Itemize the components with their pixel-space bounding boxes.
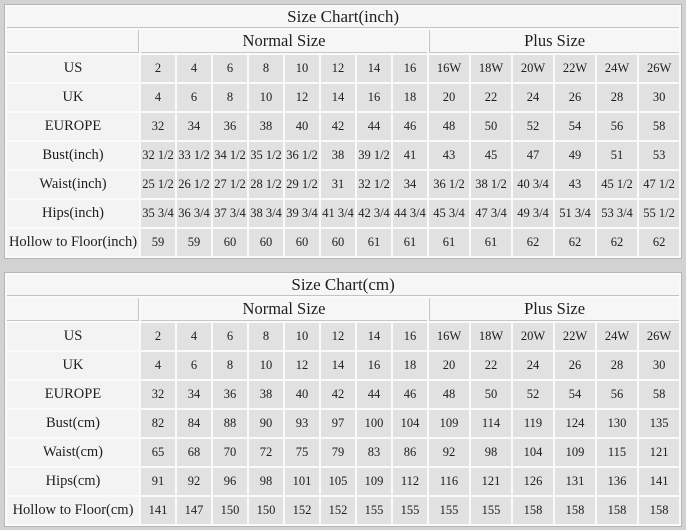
row-label: Hollow to Floor(cm) <box>7 497 139 524</box>
value-cell: 126 <box>513 468 553 495</box>
value-cell: 45 3/4 <box>429 200 469 227</box>
value-cell: 38 1/2 <box>471 171 511 198</box>
value-cell: 36 1/2 <box>285 142 319 169</box>
value-cell: 22 <box>471 84 511 111</box>
row-label: Hips(cm) <box>7 468 139 495</box>
value-cell: 105 <box>321 468 355 495</box>
value-cell: 109 <box>357 468 391 495</box>
value-cell: 38 3/4 <box>249 200 283 227</box>
value-cell: 38 <box>249 113 283 140</box>
value-cell: 58 <box>639 381 679 408</box>
value-cell: 18W <box>471 55 511 82</box>
value-cell: 152 <box>321 497 355 524</box>
value-cell: 2 <box>141 55 175 82</box>
table-row <box>7 84 679 111</box>
value-cell: 53 3/4 <box>597 200 637 227</box>
value-cell: 38 <box>249 381 283 408</box>
value-cell: 16W <box>429 323 469 350</box>
value-cell: 10 <box>285 323 319 350</box>
value-cell: 35 1/2 <box>249 142 283 169</box>
table-row <box>7 142 679 169</box>
value-cell: 36 1/2 <box>429 171 469 198</box>
value-cell: 20 <box>429 84 469 111</box>
value-cell: 28 <box>597 352 637 379</box>
value-cell: 44 <box>357 113 391 140</box>
value-cell: 14 <box>321 352 355 379</box>
size-chart-inch-table <box>4 4 682 259</box>
value-cell: 46 <box>393 113 427 140</box>
value-cell: 22W <box>555 323 595 350</box>
value-cell: 49 3/4 <box>513 200 553 227</box>
value-cell: 60 <box>321 229 355 256</box>
plus-size-header: Plus Size <box>429 30 679 53</box>
row-label: US <box>7 323 139 350</box>
value-cell: 40 <box>285 381 319 408</box>
value-cell: 72 <box>249 439 283 466</box>
value-cell: 147 <box>177 497 211 524</box>
value-cell: 52 <box>513 113 553 140</box>
table-row <box>7 468 679 495</box>
value-cell: 42 <box>321 381 355 408</box>
value-cell: 32 1/2 <box>357 171 391 198</box>
value-cell: 59 <box>141 229 175 256</box>
value-cell: 158 <box>555 497 595 524</box>
value-cell: 10 <box>249 352 283 379</box>
value-cell: 34 <box>177 381 211 408</box>
value-cell: 39 1/2 <box>357 142 391 169</box>
value-cell: 86 <box>393 439 427 466</box>
value-cell: 14 <box>357 55 391 82</box>
table-row <box>7 323 679 350</box>
plus-size-header: Plus Size <box>429 298 679 321</box>
value-cell: 43 <box>555 171 595 198</box>
value-cell: 58 <box>639 113 679 140</box>
table-title-row <box>7 7 679 28</box>
value-cell: 34 <box>177 113 211 140</box>
value-cell: 24W <box>597 323 637 350</box>
value-cell: 18 <box>393 352 427 379</box>
value-cell: 43 <box>429 142 469 169</box>
value-cell: 22 <box>471 352 511 379</box>
value-cell: 10 <box>285 55 319 82</box>
value-cell: 79 <box>321 439 355 466</box>
value-cell: 16 <box>357 84 391 111</box>
table-row <box>7 113 679 140</box>
value-cell: 36 3/4 <box>177 200 211 227</box>
value-cell: 155 <box>393 497 427 524</box>
value-cell: 62 <box>555 229 595 256</box>
value-cell: 61 <box>393 229 427 256</box>
value-cell: 47 <box>513 142 553 169</box>
value-cell: 34 <box>393 171 427 198</box>
row-label: Bust(inch) <box>7 142 139 169</box>
value-cell: 47 3/4 <box>471 200 511 227</box>
value-cell: 36 <box>213 113 247 140</box>
value-cell: 10 <box>249 84 283 111</box>
value-cell: 54 <box>555 113 595 140</box>
value-cell: 44 <box>357 381 391 408</box>
row-label: UK <box>7 84 139 111</box>
value-cell: 141 <box>639 468 679 495</box>
value-cell: 52 <box>513 381 553 408</box>
corner-cell <box>7 30 139 53</box>
value-cell: 14 <box>321 84 355 111</box>
value-cell: 51 <box>597 142 637 169</box>
value-cell: 32 <box>141 113 175 140</box>
value-cell: 90 <box>249 410 283 437</box>
value-cell: 8 <box>249 55 283 82</box>
value-cell: 24 <box>513 352 553 379</box>
value-cell: 4 <box>177 55 211 82</box>
value-cell: 6 <box>213 323 247 350</box>
value-cell: 16 <box>393 323 427 350</box>
value-cell: 24 <box>513 84 553 111</box>
row-label: EUROPE <box>7 113 139 140</box>
value-cell: 155 <box>357 497 391 524</box>
value-cell: 30 <box>639 352 679 379</box>
value-cell: 16 <box>393 55 427 82</box>
value-cell: 121 <box>639 439 679 466</box>
value-cell: 41 3/4 <box>321 200 355 227</box>
value-cell: 16W <box>429 55 469 82</box>
value-cell: 16 <box>357 352 391 379</box>
value-cell: 59 <box>177 229 211 256</box>
value-cell: 82 <box>141 410 175 437</box>
value-cell: 42 3/4 <box>357 200 391 227</box>
value-cell: 104 <box>393 410 427 437</box>
value-cell: 130 <box>597 410 637 437</box>
value-cell: 18 <box>393 84 427 111</box>
normal-size-header: Normal Size <box>141 298 427 321</box>
row-label: Waist(cm) <box>7 439 139 466</box>
column-group-header-row <box>7 298 679 321</box>
value-cell: 20 <box>429 352 469 379</box>
value-cell: 26 <box>555 84 595 111</box>
value-cell: 56 <box>597 113 637 140</box>
value-cell: 20W <box>513 55 553 82</box>
value-cell: 61 <box>357 229 391 256</box>
value-cell: 97 <box>321 410 355 437</box>
value-cell: 2 <box>141 323 175 350</box>
value-cell: 88 <box>213 410 247 437</box>
value-cell: 61 <box>429 229 469 256</box>
value-cell: 101 <box>285 468 319 495</box>
table-title: Size Chart(inch) <box>7 7 679 28</box>
table-row <box>7 497 679 524</box>
value-cell: 45 1/2 <box>597 171 637 198</box>
value-cell: 121 <box>471 468 511 495</box>
value-cell: 98 <box>249 468 283 495</box>
value-cell: 61 <box>471 229 511 256</box>
value-cell: 36 <box>213 381 247 408</box>
value-cell: 35 3/4 <box>141 200 175 227</box>
value-cell: 70 <box>213 439 247 466</box>
value-cell: 32 <box>141 381 175 408</box>
value-cell: 20W <box>513 323 553 350</box>
value-cell: 34 1/2 <box>213 142 247 169</box>
value-cell: 6 <box>177 84 211 111</box>
value-cell: 12 <box>321 323 355 350</box>
value-cell: 100 <box>357 410 391 437</box>
table-row <box>7 171 679 198</box>
value-cell: 49 <box>555 142 595 169</box>
value-cell: 150 <box>249 497 283 524</box>
value-cell: 28 <box>597 84 637 111</box>
value-cell: 54 <box>555 381 595 408</box>
value-cell: 26W <box>639 323 679 350</box>
value-cell: 37 3/4 <box>213 200 247 227</box>
value-cell: 68 <box>177 439 211 466</box>
value-cell: 44 3/4 <box>393 200 427 227</box>
value-cell: 40 <box>285 113 319 140</box>
value-cell: 46 <box>393 381 427 408</box>
value-cell: 24W <box>597 55 637 82</box>
value-cell: 158 <box>639 497 679 524</box>
value-cell: 8 <box>213 352 247 379</box>
value-cell: 45 <box>471 142 511 169</box>
table-row <box>7 200 679 227</box>
value-cell: 109 <box>429 410 469 437</box>
value-cell: 4 <box>141 352 175 379</box>
value-cell: 62 <box>639 229 679 256</box>
value-cell: 8 <box>213 84 247 111</box>
value-cell: 42 <box>321 113 355 140</box>
value-cell: 155 <box>471 497 511 524</box>
row-label: Hips(inch) <box>7 200 139 227</box>
value-cell: 8 <box>249 323 283 350</box>
value-cell: 62 <box>513 229 553 256</box>
value-cell: 47 1/2 <box>639 171 679 198</box>
value-cell: 27 1/2 <box>213 171 247 198</box>
value-cell: 152 <box>285 497 319 524</box>
value-cell: 12 <box>321 55 355 82</box>
table-row <box>7 381 679 408</box>
value-cell: 48 <box>429 381 469 408</box>
value-cell: 98 <box>471 439 511 466</box>
value-cell: 30 <box>639 84 679 111</box>
row-label: UK <box>7 352 139 379</box>
table-row <box>7 439 679 466</box>
value-cell: 31 <box>321 171 355 198</box>
value-cell: 33 1/2 <box>177 142 211 169</box>
value-cell: 38 <box>321 142 355 169</box>
value-cell: 96 <box>213 468 247 495</box>
value-cell: 155 <box>429 497 469 524</box>
value-cell: 60 <box>285 229 319 256</box>
value-cell: 124 <box>555 410 595 437</box>
value-cell: 41 <box>393 142 427 169</box>
value-cell: 25 1/2 <box>141 171 175 198</box>
value-cell: 55 1/2 <box>639 200 679 227</box>
value-cell: 119 <box>513 410 553 437</box>
value-cell: 14 <box>357 323 391 350</box>
value-cell: 62 <box>597 229 637 256</box>
table-row <box>7 55 679 82</box>
value-cell: 56 <box>597 381 637 408</box>
value-cell: 26W <box>639 55 679 82</box>
value-cell: 39 3/4 <box>285 200 319 227</box>
value-cell: 112 <box>393 468 427 495</box>
value-cell: 136 <box>597 468 637 495</box>
value-cell: 29 1/2 <box>285 171 319 198</box>
table-title: Size Chart(cm) <box>7 275 679 296</box>
row-label: EUROPE <box>7 381 139 408</box>
value-cell: 53 <box>639 142 679 169</box>
value-cell: 6 <box>213 55 247 82</box>
corner-cell <box>7 298 139 321</box>
value-cell: 28 1/2 <box>249 171 283 198</box>
value-cell: 141 <box>141 497 175 524</box>
value-cell: 4 <box>177 323 211 350</box>
value-cell: 60 <box>213 229 247 256</box>
row-label: Waist(inch) <box>7 171 139 198</box>
normal-size-header: Normal Size <box>141 30 427 53</box>
value-cell: 22W <box>555 55 595 82</box>
value-cell: 115 <box>597 439 637 466</box>
value-cell: 32 1/2 <box>141 142 175 169</box>
table-row <box>7 229 679 256</box>
column-group-header-row <box>7 30 679 53</box>
value-cell: 84 <box>177 410 211 437</box>
value-cell: 18W <box>471 323 511 350</box>
row-label: US <box>7 55 139 82</box>
value-cell: 92 <box>177 468 211 495</box>
table-row <box>7 410 679 437</box>
value-cell: 65 <box>141 439 175 466</box>
table-title-row <box>7 275 679 296</box>
value-cell: 50 <box>471 113 511 140</box>
value-cell: 12 <box>285 84 319 111</box>
table-row <box>7 352 679 379</box>
value-cell: 83 <box>357 439 391 466</box>
value-cell: 116 <box>429 468 469 495</box>
size-chart-cm-table <box>4 272 682 527</box>
value-cell: 4 <box>141 84 175 111</box>
value-cell: 109 <box>555 439 595 466</box>
value-cell: 92 <box>429 439 469 466</box>
value-cell: 104 <box>513 439 553 466</box>
value-cell: 158 <box>597 497 637 524</box>
value-cell: 50 <box>471 381 511 408</box>
value-cell: 51 3/4 <box>555 200 595 227</box>
value-cell: 131 <box>555 468 595 495</box>
value-cell: 6 <box>177 352 211 379</box>
value-cell: 114 <box>471 410 511 437</box>
value-cell: 12 <box>285 352 319 379</box>
value-cell: 40 3/4 <box>513 171 553 198</box>
value-cell: 150 <box>213 497 247 524</box>
value-cell: 48 <box>429 113 469 140</box>
value-cell: 91 <box>141 468 175 495</box>
value-cell: 158 <box>513 497 553 524</box>
value-cell: 135 <box>639 410 679 437</box>
row-label: Bust(cm) <box>7 410 139 437</box>
value-cell: 60 <box>249 229 283 256</box>
value-cell: 26 <box>555 352 595 379</box>
value-cell: 93 <box>285 410 319 437</box>
value-cell: 26 1/2 <box>177 171 211 198</box>
row-label: Hollow to Floor(inch) <box>7 229 139 256</box>
value-cell: 75 <box>285 439 319 466</box>
